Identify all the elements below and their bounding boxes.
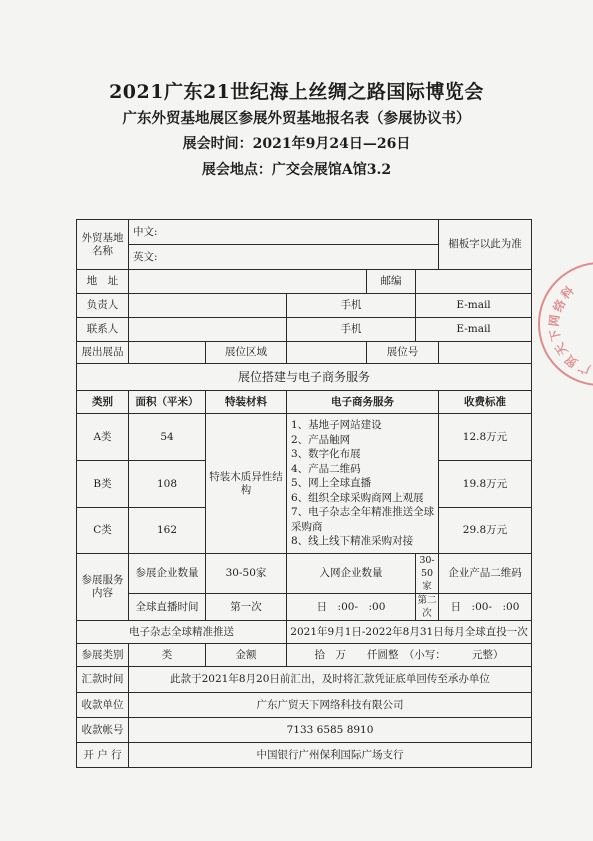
name-cn-label: 中文: xyxy=(133,225,158,238)
contact-phone-field[interactable] xyxy=(287,318,416,342)
stamp-char: 下 xyxy=(547,327,564,343)
expo-venue: 展会地点：广交会展馆A馆3.2 xyxy=(201,162,392,178)
col-header-area: 面积（平米） xyxy=(129,391,206,414)
contact-label: 联系人 xyxy=(77,318,129,342)
list-item: 8、线上线下精准采购对接 xyxy=(291,535,414,548)
companies-label: 参展企业数量 xyxy=(129,554,206,594)
online-label: 入网企业数量 xyxy=(287,554,416,594)
companies-value: 30-50家 xyxy=(206,554,287,594)
stamp-lettering xyxy=(540,264,593,384)
exhibits-field[interactable] xyxy=(129,342,206,364)
col-header-category: 类别 xyxy=(77,391,129,414)
list-item: 2、产品触网 xyxy=(291,433,351,446)
address-field[interactable] xyxy=(129,270,367,294)
stamp-char: 天 xyxy=(552,340,571,359)
col-header-fee: 收费标准 xyxy=(439,391,532,414)
list-item: 1、基地子网站建设 xyxy=(291,419,382,432)
list-item: 3、数字化布展 xyxy=(291,448,361,461)
qr-label: 企业产品二维码 xyxy=(439,554,532,594)
account-label: 收款帐号 xyxy=(77,718,129,743)
area-b: 108 xyxy=(129,461,206,508)
col-header-ecommerce: 电子商务服务 xyxy=(287,391,439,414)
stamp-char: 络 xyxy=(550,297,568,315)
type-suffix: 类 xyxy=(161,648,173,661)
type-label: 参展类别 xyxy=(77,644,129,667)
bank-label: 开 户 行 xyxy=(77,743,129,768)
services-section-title: 展位搭建与电子商务服务 xyxy=(77,364,532,391)
registration-form xyxy=(76,219,532,768)
page-title: 2021广东21世纪海上丝绸之路国际博览会 xyxy=(109,81,484,103)
stamp-char: 贸 xyxy=(562,351,581,370)
material-cell: 特装木质异性结构 xyxy=(206,414,287,554)
second-label: 第二次 xyxy=(417,595,437,619)
contact-email-field[interactable] xyxy=(416,318,532,342)
list-item: 7、电子杂志全年精准推送全球采购商 xyxy=(291,506,435,533)
name-en-label: 英文: xyxy=(133,250,158,263)
postcode-field[interactable] xyxy=(416,270,532,294)
participation-label: 参展服务内容 xyxy=(77,554,129,621)
stamp-char: 网 xyxy=(547,313,563,327)
category-c: C类 xyxy=(77,508,129,554)
account-value: 7133 6585 8910 xyxy=(129,718,532,743)
contact-phone-label: 手机 xyxy=(340,323,362,335)
second-time-field[interactable]: 日 :00- :00 xyxy=(439,594,532,621)
remit-label: 汇款时间 xyxy=(77,667,129,693)
base-name-label: 外贸基地名称 xyxy=(77,220,129,270)
first-time-field[interactable]: 日 :00- :00 xyxy=(287,594,416,621)
address-label: 地 址 xyxy=(77,270,129,294)
first-label: 第一次 xyxy=(206,594,287,621)
online-value: 30-50家 xyxy=(416,554,439,594)
ecommerce-list xyxy=(287,414,439,554)
title-block xyxy=(0,80,593,183)
area-label: 展位区域 xyxy=(206,342,287,364)
postcode-label: 邮编 xyxy=(367,270,416,294)
area-c: 162 xyxy=(129,508,206,554)
name-en-field[interactable] xyxy=(129,245,439,270)
manager-email-label: E-mail xyxy=(456,299,491,311)
fee-c: 29.8万元 xyxy=(439,508,532,554)
list-item: 5、网上全球直播 xyxy=(291,477,372,490)
booth-no-field[interactable] xyxy=(439,342,532,364)
stamp-char: 广 xyxy=(576,359,593,377)
live-label: 全球直播时间 xyxy=(129,594,206,621)
remit-value: 此款于2021年8月20日前汇出，及时将汇款凭证底单回传至承办单位 xyxy=(129,667,532,693)
table-row xyxy=(77,414,532,461)
contact-field[interactable] xyxy=(129,318,287,342)
manager-field[interactable] xyxy=(129,294,287,318)
contact-email-label: E-mail xyxy=(456,323,491,335)
exhibits-label: 展出展品 xyxy=(77,342,129,364)
amount-field[interactable]: 拾 万 仟圆整 （小写： 元整） xyxy=(287,644,532,667)
category-b: B类 xyxy=(77,461,129,508)
stamp-char: 科 xyxy=(558,284,578,303)
area-a: 54 xyxy=(129,414,206,461)
manager-email-field[interactable] xyxy=(416,294,532,318)
bank-value: 中国银行广州保利国际广场支行 xyxy=(129,743,532,768)
col-header-material: 特装材料 xyxy=(206,391,287,414)
page-subtitle: 广东外贸基地展区参展外贸基地报名表（参展协议书） xyxy=(122,110,471,127)
company-seal-stamp xyxy=(538,262,593,386)
fee-b: 19.8万元 xyxy=(439,461,532,508)
amount-label: 金额 xyxy=(206,644,287,667)
manager-phone-field[interactable] xyxy=(287,294,416,318)
list-item: 4、产品二维码 xyxy=(291,462,361,475)
expo-date: 展会时间：2021年9月24日—26日 xyxy=(182,136,411,152)
sign-note: 楣板字以此为准 xyxy=(439,220,532,270)
magazine-label: 电子杂志全球精准推送 xyxy=(77,621,287,644)
fee-a: 12.8万元 xyxy=(439,414,532,461)
magazine-value: 2021年9月1日-2022年8月31日每月全球直投一次 xyxy=(287,621,532,644)
list-item: 6、组织全球采购商网上观展 xyxy=(291,491,424,504)
category-a: A类 xyxy=(77,414,129,461)
manager-label: 负责人 xyxy=(77,294,129,318)
manager-phone-label: 手机 xyxy=(340,299,362,311)
payee-label: 收款单位 xyxy=(77,693,129,718)
name-cn-field[interactable] xyxy=(129,220,439,245)
payee-value: 广东广贸天下网络科技有限公司 xyxy=(129,693,532,718)
type-field[interactable] xyxy=(129,644,206,667)
area-field[interactable] xyxy=(287,342,367,364)
booth-no-label: 展位号 xyxy=(367,342,439,364)
